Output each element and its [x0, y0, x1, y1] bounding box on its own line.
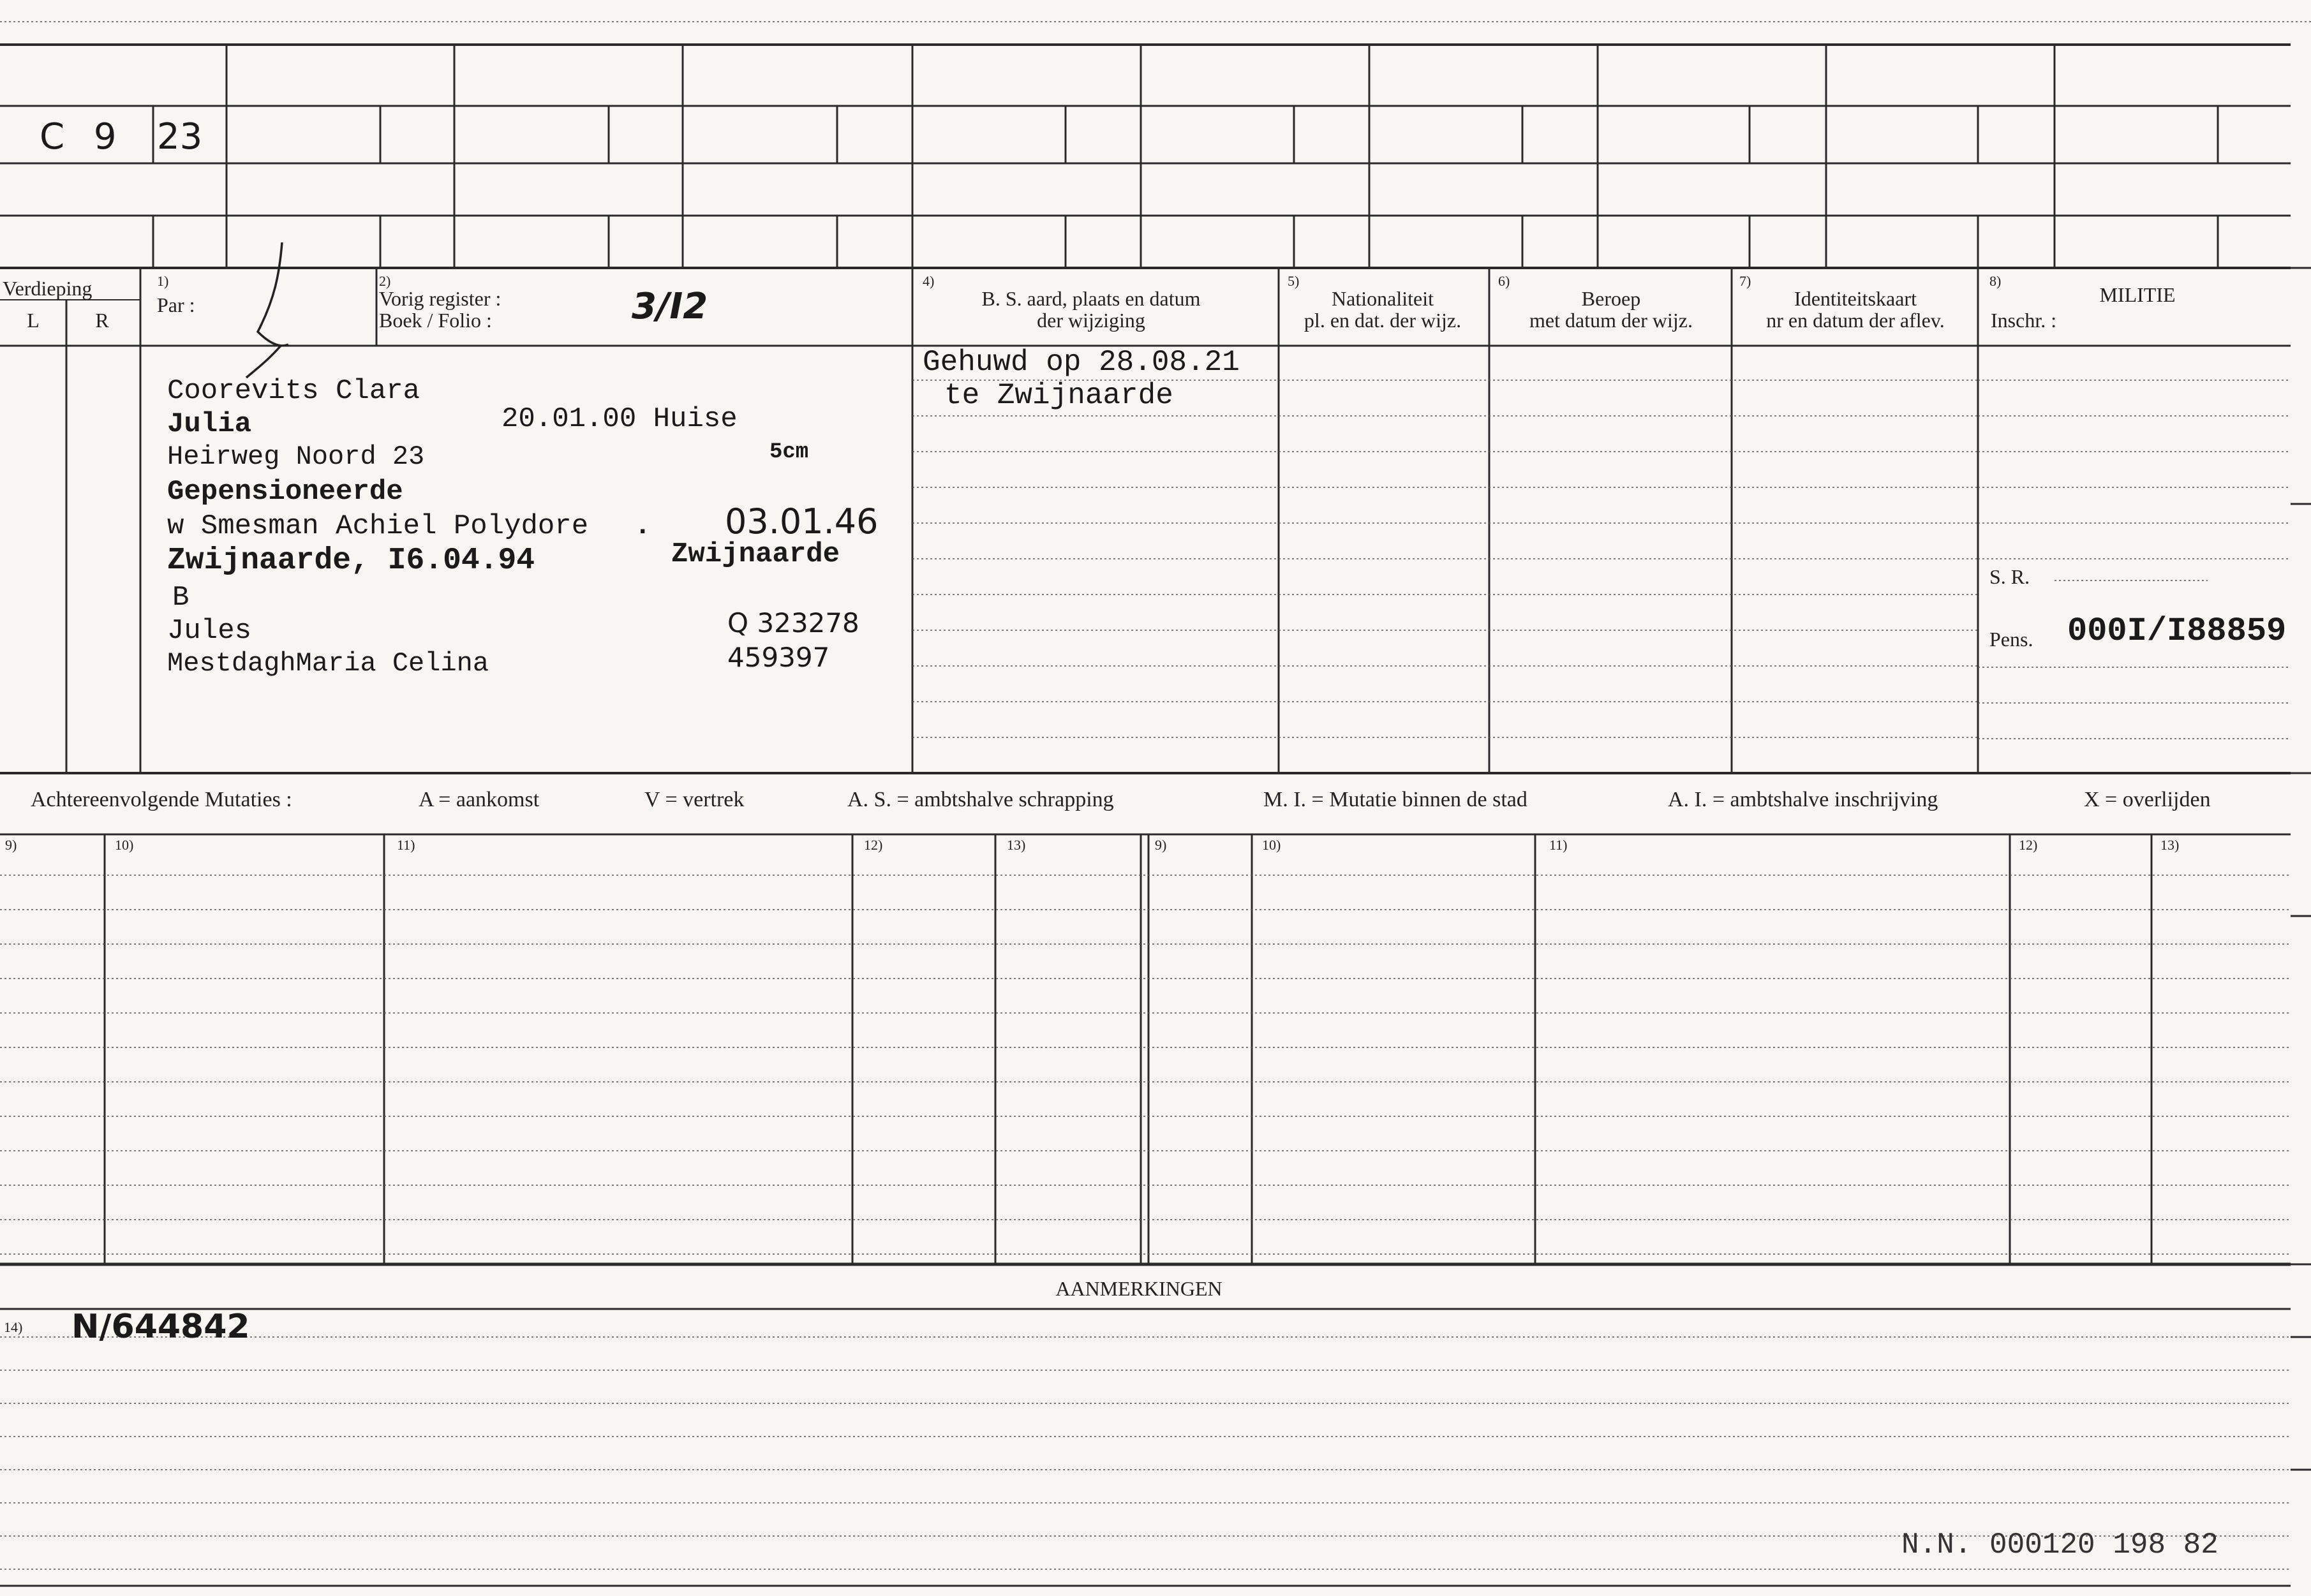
inschr-label: Inschr. :	[1991, 309, 2057, 332]
identiteitskaart-label: Identiteitskaart	[1794, 287, 1917, 310]
legend-mutatie-binnen: M. I. = Mutatie binnen de stad	[1263, 788, 1527, 811]
aanmerkingen-value: N/644842	[71, 1308, 250, 1346]
spouse-death-place: Zwijnaarde	[671, 538, 840, 570]
aanmerkingen-title: AANMERKINGEN	[1055, 1277, 1222, 1300]
person-spouse: w Smesman Achiel Polydore	[167, 510, 589, 542]
mut-right-col-9: 9)	[1155, 837, 1167, 853]
verdieping-label: Verdieping	[3, 277, 93, 300]
field-number-1: 1)	[157, 273, 169, 289]
pens-value: 000I/I88859	[2067, 612, 2287, 650]
person-birth: 20.01.00 Huise	[502, 403, 738, 435]
field-number-7: 7)	[1739, 273, 1751, 289]
beroep-label: Beroep	[1581, 287, 1641, 310]
civil-status-line1: Gehuwd op 28.08.21	[923, 346, 1240, 379]
mutaties-title: Achtereenvolgende Mutaties :	[31, 788, 292, 811]
person-address: Heirweg Noord 23	[167, 441, 425, 472]
mut-left-col-9: 9)	[5, 837, 17, 853]
identiteitskaart-sublabel: nr en datum der aflev.	[1766, 309, 1945, 332]
top-code: C 9	[40, 116, 126, 158]
person-firstname: Julia	[167, 408, 252, 440]
col-l-label: L	[27, 309, 40, 332]
mut-right-col-12: 12)	[2019, 837, 2038, 853]
footer-nn-number: N.N. 000120 198 82	[1901, 1528, 2218, 1562]
pens-label: Pens.	[1989, 628, 2033, 651]
field-number-6: 6)	[1498, 273, 1510, 289]
spouse-separator: .	[634, 510, 651, 542]
code-b: B	[172, 582, 189, 614]
bs-label-line1: B. S. aard, plaats en datum	[981, 287, 1201, 310]
top-number: 23	[157, 116, 203, 158]
field-number-2: 2)	[379, 273, 391, 289]
spouse-death-date: 03.01.46	[725, 501, 879, 542]
person-surname: Coorevits Clara	[167, 375, 420, 407]
person-occupation: Gepensioneerde	[167, 476, 403, 508]
mut-left-col-10: 10)	[115, 837, 134, 853]
field-number-4: 4)	[923, 273, 935, 289]
mut-right-col-11: 11)	[1549, 837, 1568, 853]
legend-overlijden: X = overlijden	[2084, 788, 2211, 811]
militie-label: MILITIE	[2099, 283, 2176, 306]
sr-label: S. R.	[1989, 565, 2030, 588]
mut-right-col-13: 13)	[2160, 837, 2180, 853]
field-number-5: 5)	[1288, 273, 1300, 289]
legend-aankomst: A = aankomst	[419, 788, 540, 811]
par-label: Par :	[157, 293, 195, 316]
register-value: 3/I2	[632, 286, 708, 327]
field-number-14: 14)	[4, 1319, 23, 1335]
field-number-8: 8)	[1989, 273, 2002, 289]
legend-vertrek: V = vertrek	[644, 788, 745, 811]
mut-right-col-10: 10)	[1262, 837, 1281, 853]
boek-folio-label: Boek / Folio :	[379, 309, 492, 332]
mother-name: MestdaghMaria Celina	[167, 648, 489, 679]
father-name: Jules	[167, 615, 252, 647]
beroep-sublabel: met datum der wijz.	[1529, 309, 1693, 332]
handwritten-mark-icon	[242, 236, 332, 383]
father-number: Q 323278	[727, 607, 859, 639]
legend-ambtshalve-inschrijving: A. I. = ambtshalve inschrijving	[1668, 788, 1938, 811]
mut-left-col-13: 13)	[1007, 837, 1026, 853]
nationaliteit-sublabel: pl. en dat. der wijz.	[1304, 309, 1462, 332]
vorig-register-label: Vorig register :	[379, 287, 502, 310]
mut-left-col-11: 11)	[397, 837, 415, 853]
civil-status-line2: te Zwijnaarde	[944, 379, 1173, 412]
address-note: 5cm	[769, 440, 809, 464]
marriage-place-date: Zwijnaarde, I6.04.94	[167, 543, 535, 578]
bs-label-line2: der wijziging	[1037, 309, 1145, 332]
nationaliteit-label: Nationaliteit	[1332, 287, 1434, 310]
mother-number: 459397	[727, 642, 830, 673]
legend-ambtshalve-schrapping: A. S. = ambtshalve schrapping	[847, 788, 1114, 811]
mut-left-col-12: 12)	[864, 837, 883, 853]
col-r-label: R	[95, 309, 109, 332]
